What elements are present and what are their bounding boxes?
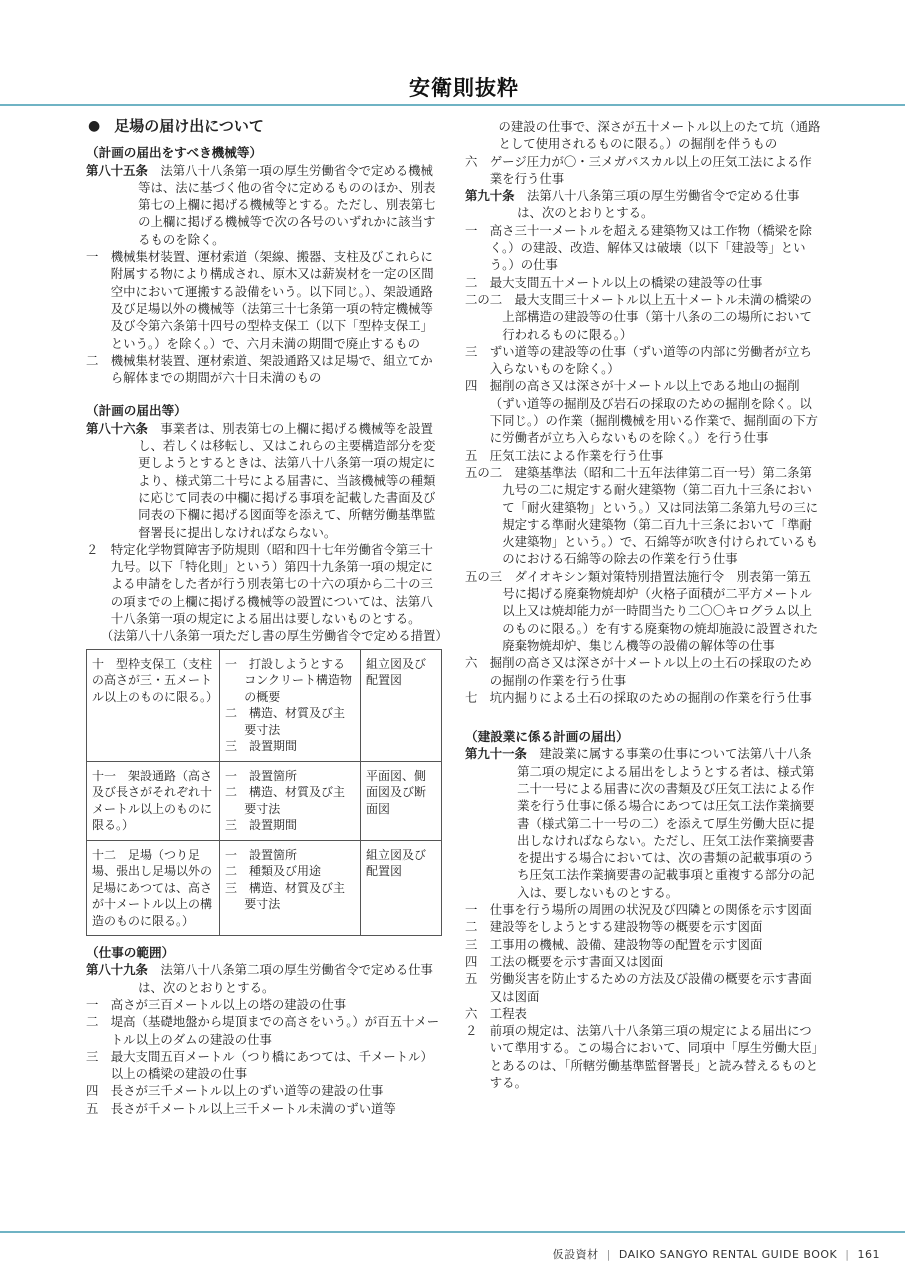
list-item: 六 ゲージ圧力が〇・三メガパスカル以上の圧気工法による作業を行う仕事 [465,153,812,186]
table-row [87,840,442,936]
subheading-plan-machines: （計画の届出をすべき機械等） [86,145,263,161]
subheading-work-scope: （仕事の範囲） [86,945,175,961]
list-item: 五 圧気工法による作業を行う仕事 [465,447,664,463]
article-text: 建設業に属する事業の仕事について法第八十八条第二項の規定による届出をしようとする者は、様式第二十一号による届書に次の書類及び圧気工法による作業を行う仕事に係る場合にあつては圧気工法作業摘要書（様式第二十一号の二）を添えて厚生労働大臣に提出しなければならない。ただし、圧気工法作業摘要書を提出する場合においては、次の書類の記載事項のうち圧気工法作業摘要書の記載事項と重複する部分の記入は、要しないものとする。 [517,746,815,900]
left-column [86,117,448,1117]
list-item: 一 仕事を行う場所の周囲の状況及び四隣との関係を示す図面 [465,902,812,918]
table-cell: 一 設置箇所 二 種類及び用途 三 構造、材質及び主要寸法 [220,840,361,936]
list-item: 四 掘削の高さ又は深さが十メートル以上である地山の掘削（ずい道等の掘削及び岩石の採取のための掘削を除く。以下同じ。）の作業（掘削機械を用いる作業で、掘削面の下方に労働者が立ち入らないものを除く。）を行う仕事 [465,378,818,446]
header-rule [0,104,905,106]
list-item: 五の三 ダイオキシン類対策特別措置法施行令 別表第一第五号に掲げる廃棄物焼却炉（火格子面積が二平方メートル以上又は焼却能力が一時間当たり二〇〇キログラム以上のものに限る。）を有する廃棄物の焼却施設に設置された廃棄物焼却炉、集じん機等の設備の解体等の仕事 [465,568,819,653]
table-row [87,649,442,761]
list-item: 四 工法の概要を示す書面又は図面 [465,953,664,969]
page-header [0,62,905,106]
table-cell: 十二 足場（つり足場、張出し足場以外の足場にあつては、高さが十メートル以上の構造のものに限る。） [87,840,220,936]
article-85 [86,162,442,248]
article-number: 第八十九条 [86,962,148,978]
article-number: 第八十六条 [86,420,148,436]
article-number: 第九十一条 [465,746,527,762]
paragraph-2: ２ 特定化学物質障害予防規則（昭和四十七年労働省令第三十九号。以下「特化則」という）第四十九条第一項の規定による申請をした者が行う別表第七の十六の項から二十の三の項までの上欄に掲げる機械等の設置については、法第八十八条第一項の規定による届出は要しないものとする。 [86,541,433,627]
list-item: 三 最大支間五百メートル（つり橋にあつては、千メートル）以上の橋梁の建設の仕事 [86,1048,433,1082]
article-89 [86,961,442,996]
table-cell: 十 型枠支保工（支柱の高さが三・五メートル以上のものに限る。） [87,649,220,761]
list-item: 六 掘削の高さ又は深さが十メートル以上の土石の採取のための掘削の作業を行う仕事 [465,655,812,688]
footer-label: 仮設資材 [552,1248,599,1261]
list-item: 一 高さ三十一メートルを超える建築物又は工作物（橋梁を除く。）の建設、改造、解体又は破壊（以下「建設等」という。）の仕事 [465,222,812,273]
list-item: 一 機械集材装置、運材索道（架線、搬器、支柱及びこれらに附属する物により構成され、原木又は薪炭材を一定の区間空中において運搬する設備をいう。以下同じ。）、架設通路及び足場以外の機械等（法第三十七条第一項の特定機械等及び令第六条第十四号の型枠支保工（以下「型枠支保工」という。）を除く。）で、六月未満の期間で廃止するもの [86,249,434,351]
footer-book-title: DAIKO SANGYO RENTAL GUIDE BOOK [618,1248,838,1261]
list-item: 五 長さが千メートル以上三千メートル未満のずい道等 [86,1100,396,1116]
table-cell: 一 設置箇所 二 構造、材質及び主要寸法 三 設置期間 [220,761,361,840]
list-item: 二 最大支間五十メートル以上の橋梁の建設等の仕事 [465,274,763,290]
continued-text: の建設の仕事で、深さが五十メートル以上のたて坑（通路として使用されるものに限る。）の掘削を伴うもの [498,119,821,152]
article-number: 第九十条 [465,188,515,204]
section-heading [86,118,442,135]
page-number: 161 [857,1248,880,1261]
note-text: （法第八十八条第一項ただし書の厚生労働省令で定める措置） [100,628,448,644]
machine-table [86,649,442,937]
list-item: 七 坑内掘りによる土石の採取のための掘削の作業を行う仕事 [465,689,812,705]
table-cell: 十一 架設通路（高さ及び長さがそれぞれ十メートル以上のものに限る。） [87,761,220,840]
article-text: 法第八十八条第一項の厚生労働省令で定める機械等は、法に基づく他の省令に定めるもののほか、別表第七の上欄に掲げる機械等とする。ただし、別表第七の上欄に掲げる機械等で次の各号のいずれかに該当するものを除く。 [138,162,436,247]
article-text: 法第八十八条第二項の厚生労働省令で定める仕事は、次のとおりとする。 [138,962,433,995]
table-cell: 平面図、側面図及び断面図 [361,761,442,840]
footer: 仮設資材 | DAIKO SANGYO RENTAL GUIDE BOOK | 161 [552,1248,880,1261]
bullet-icon: ● [88,118,101,134]
list-item: 三 ずい道等の建設等の仕事（ずい道等の内部に労働者が立ち入らないものを除く。） [465,343,812,377]
list-item: 二 建設等をしようとする建設物等の概要を示す図面 [465,919,763,935]
footer-rule [0,1231,905,1233]
article-91 [465,745,822,901]
right-column [465,118,822,1091]
list-item: 五の二 建築基準法（昭和二十五年法律第二百一号）第二条第九号の二に規定する耐火建築物（第二百九十三条において「耐火建築物」という。）又は同法第二条第九号の三に規定する準耐火建築物（第二百九十三条において「準耐火建築物」という。）で、石綿等が吹き付けられているものにおける石綿等の除去の作業を行う仕事 [465,464,819,567]
list-item: 一 高さが三百メートル以上の塔の建設の仕事 [86,997,347,1012]
article-text: 法第八十八条第三項の厚生労働省令で定める仕事は、次のとおりとする。 [517,188,800,221]
section-title: 足場の届け出について [114,117,264,135]
table-cell: 組立図及び配置図 [361,649,442,761]
list-item: 五 労働災害を防止するための方法及び設備の概要を示す書面又は図面 [465,971,812,1004]
list-item: 四 長さが三千メートル以上のずい道等の建設の仕事 [86,1083,384,1099]
paragraph-2: ２ 前項の規定は、法第八十八条第三項の規定による届出について準用する。この場合において、同項中「厚生労働大臣」とあるのは、「所轄労働基準監督署長」と読み替えるものとする。 [465,1023,819,1091]
subheading-construction-plan: （建設業に係る計画の届出） [465,729,629,745]
subheading-plan-notification: （計画の届出等） [86,403,187,419]
article-text: 事業者は、別表第七の上欄に掲げる機械等を設置し、若しくは移転し、又はこれらの主要構造部分を変更しようとするときは、法第八十八条第一項の規定により、様式第二十号による届書に、当該機械等の種類に応じて同表の中欄に掲げる事項を記載した書面及び同表の下欄に掲げる図面等を添えて、所轄労働基準監督署長に提出しなければならない。 [138,420,436,540]
list-item: 三 工事用の機械、設備、建設物等の配置を示す図面 [465,936,763,952]
article-90 [465,187,822,222]
list-item: 六 工程表 [465,1005,527,1021]
article-number: 第八十五条 [86,162,148,178]
list-item: 二 機械集材装置、運材索道、架設通路又は足場で、組立てから解体までの期間が六十日未満のもの [86,352,433,386]
page-title: 安衛則抜粋 [409,76,519,100]
list-item: 二 堤高（基礎地盤から堤頂までの高さをいう。）が百五十メートル以上のダムの建設の仕事 [86,1014,440,1047]
table-cell: 組立図及び配置図 [361,840,442,936]
table-cell: 一 打設しようとするコンクリート構造物の概要 二 構造、材質及び主要寸法 三 設置期間 [220,649,361,761]
table-row [87,761,442,840]
list-item: 二の二 最大支間三十メートル以上五十メートル未満の橋梁の上部構造の建設等の仕事（第十八条の二の場所において行われるものに限る。） [465,291,812,342]
article-86 [86,420,442,541]
